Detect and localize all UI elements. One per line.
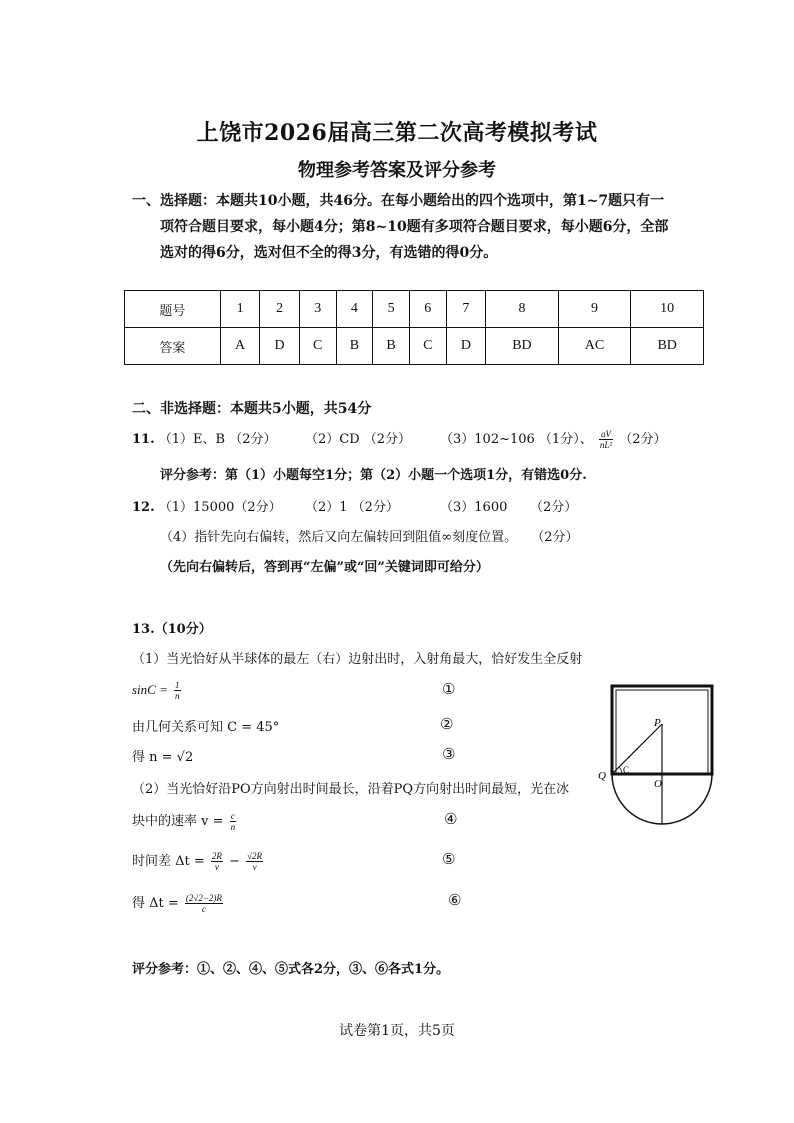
question-number: 7 [446,291,485,328]
answer-cell: A [220,328,259,365]
eq1-num: 1 [175,680,180,690]
q13-eq5 [132,850,265,872]
q12-part3-score: （2分） [530,500,578,515]
eq3-marker: ③ [442,745,456,763]
eq1-marker: ① [442,680,456,698]
answer-cell: BD [631,328,704,365]
answer-cell: B [373,328,410,365]
question-number: 4 [336,291,373,328]
eq5-num2: √2R [247,851,263,861]
section1-instructions [132,188,672,266]
question-number: 1 [220,291,259,328]
page-footer: 试卷第1页，共5页 [339,1023,455,1039]
label-c: C [623,765,630,775]
ray-pq [612,724,662,774]
q12-line [132,496,282,515]
q13-eq6 [132,892,225,914]
eq5-den1: v [214,862,219,872]
q12-part4-line [160,526,579,545]
row-label: 题号 [125,291,221,328]
eq4-fraction [230,811,237,832]
question-number: 3 [299,291,336,328]
eq5-pre: 时间差 Δt = [132,854,205,869]
q12-part4: （4）指针先向右偏转，然后又向左偏转回到阻值∞刻度位置。 [160,530,518,545]
eq4-pre: 块中的速率 v = [132,814,224,829]
eq5-den2: v [252,862,257,872]
question-number: 6 [409,291,446,328]
q13-label: 13.（10分） [132,622,212,637]
q11-line [132,428,276,447]
answer-table-number-row [125,291,704,328]
q11-part3-score: （2分） [619,432,667,447]
q11-part3-line [440,428,666,450]
answer-cell: D [260,328,299,365]
answer-cell: BD [486,328,559,365]
eq5-fraction1 [211,851,223,872]
section1-text: 选择题：本题共10小题，共46分。在每小题给出的四个选项中，第1~7题只有一项符合题目要求，每小题4分；第8~10题有多项符合题目要求，每小题6分，全部选对的得6分，选对但不全的得3分，有选错的得0分。 [160,193,669,261]
eq6-den: c [201,904,206,914]
q12-label: 12. [132,500,155,515]
q13-eq2: 由几何关系可知 C = 45° [132,720,280,735]
eq6-marker: ⑥ [448,891,462,909]
q12-scoring-note: （先向右偏转后，答到再“左偏”或“回”关键词即可给分） [160,560,489,575]
label-o: O [654,778,662,790]
eq5-num1: 2R [211,851,222,861]
eq2-marker: ② [440,715,454,733]
eq1-fraction [174,680,181,701]
eq1-lhs: sinC = [132,682,168,697]
q12-part4-score: （2分） [531,530,579,545]
eq4-marker: ④ [444,810,458,828]
q11-part1: （1）E、B （2分） [158,432,277,447]
q13-line2: （2）当光恰好沿PO方向射出时间最长，沿着PQ方向射出时间最短，光在冰 [132,782,570,797]
q13-eq3: 得 n = √2 [132,750,194,765]
eq6-pre: 得 Δt = [132,896,179,911]
eq4-num: c [230,811,235,821]
q11-part3: （3）102~106 （1分）、 [440,432,593,447]
answer-cell: C [409,328,446,365]
q12-part1: （1）15000（2分） [158,500,282,515]
eq4-den: n [230,822,236,832]
q13-scoring-note: 评分参考：①、②、④、⑤式各2分，③、⑥各式1分。 [132,962,450,977]
answer-cell: AC [558,328,631,365]
eq1-den: n [175,691,180,701]
eq5-marker: ⑤ [442,850,456,868]
q12-part3: （3）1600 [440,500,508,515]
q11-fraction [599,429,613,450]
section1-heading: 一、 [132,193,160,209]
label-p: P [654,717,661,729]
eq6-num: (2√2−2)R [185,893,222,903]
page-subtitle: 物理参考答案及评分参考 [298,160,496,181]
page-title: 上饶市2026届高三第二次高考模拟考试 [196,120,598,146]
q11-frac-den: nL² [599,440,613,450]
answer-cell: B [336,328,373,365]
label-q: Q [598,770,606,782]
hemisphere-diagram [596,682,720,842]
question-number: 5 [373,291,410,328]
section2-heading: 二、非选择题：本题共5小题，共54分 [132,401,372,417]
question-number: 2 [260,291,299,328]
q13-line1: （1）当光恰好从半球体的最左（右）边射出时，入射角最大，恰好发生全反射 [132,652,583,667]
answer-cell: C [299,328,336,365]
answer-table [124,290,704,365]
q11-label: 11. [132,432,155,447]
answer-table-answer-row [125,328,704,365]
q12-part2: （2）1 （2分） [305,500,399,515]
eq6-fraction [185,893,223,914]
q13-eq1 [132,680,183,701]
q11-frac-num: aV [599,429,613,440]
answer-cell: D [446,328,485,365]
row-label: 答案 [125,328,221,365]
q11-part2: （2）CD （2分） [305,432,412,447]
question-number: 10 [631,291,704,328]
question-number: 9 [558,291,631,328]
q13-eq4 [132,810,238,832]
eq5-minus: − [229,854,240,869]
q11-scoring-note: 评分参考：第（1）小题每空1分；第（2）小题一个选项1分，有错选0分. [160,468,587,483]
question-number: 8 [486,291,559,328]
eq5-fraction2 [246,851,263,872]
